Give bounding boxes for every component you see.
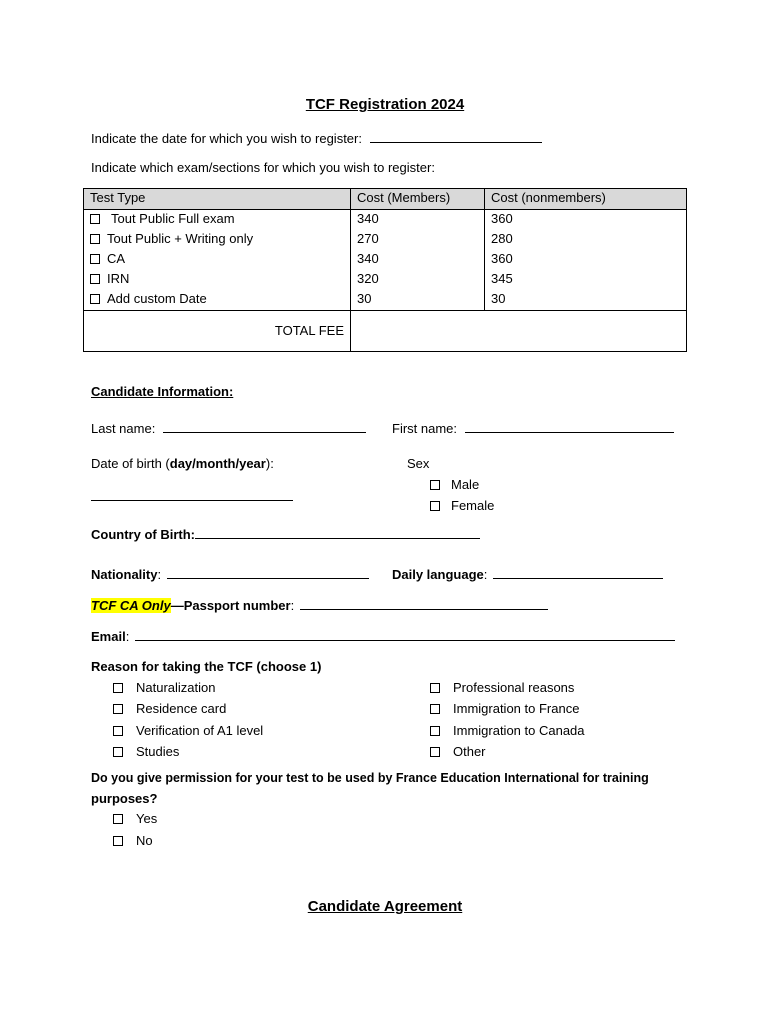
test-type-label: Tout Public Full exam	[111, 211, 235, 226]
total-fee-field[interactable]	[351, 311, 687, 352]
reason-option[interactable]	[430, 744, 486, 760]
sex-option-label: Male	[451, 477, 480, 492]
cost-nonmembers-cell: 360	[485, 210, 687, 231]
permission-option-no[interactable]	[113, 833, 153, 849]
test-type-label: IRN	[107, 271, 130, 286]
test-type-label: Tout Public + Writing only	[107, 231, 254, 246]
reason-option[interactable]	[430, 723, 585, 739]
header-cost-nonmembers: Cost (nonmembers)	[485, 189, 687, 210]
sex-option-label: Female	[451, 498, 495, 513]
candidate-agreement-heading: Candidate Agreement	[307, 898, 463, 915]
tcf-ca-only-highlight: TCF CA Only	[91, 598, 171, 613]
passport-number-field[interactable]	[300, 597, 548, 610]
checkbox[interactable]	[430, 726, 440, 736]
sex-option-male[interactable]	[430, 477, 479, 493]
test-type-label: CA	[107, 251, 126, 266]
checkbox[interactable]	[90, 274, 100, 284]
nationality-label: Nationality	[91, 567, 158, 582]
fees-table	[83, 188, 687, 352]
cost-nonmembers-cell: 360	[485, 250, 687, 270]
passport-line: TCF CA Only—Passport number:	[91, 597, 548, 614]
test-type-cell	[84, 250, 351, 270]
dob-label-suffix: ):	[265, 456, 274, 471]
checkbox[interactable]	[90, 214, 100, 224]
cost-nonmembers-cell: 280	[485, 230, 687, 250]
email-field[interactable]	[135, 628, 675, 641]
checkbox[interactable]	[113, 747, 123, 757]
reason-option-label: Verification of A1 level	[136, 723, 264, 738]
last-name-line	[91, 420, 366, 437]
first-name-field[interactable]	[465, 420, 674, 433]
reason-option[interactable]	[430, 701, 579, 717]
checkbox[interactable]	[113, 726, 123, 736]
country-of-birth-line	[91, 526, 480, 543]
first-name-label: First name:	[392, 421, 458, 436]
table-row	[84, 230, 687, 250]
reason-option-label: Other	[453, 744, 486, 759]
date-prompt-label: Indicate the date for which you wish to register:	[91, 131, 362, 146]
reason-option[interactable]	[113, 744, 179, 760]
permission-question-line2: purposes?	[91, 791, 158, 806]
reason-option[interactable]	[430, 680, 574, 696]
sex-label: Sex	[407, 456, 430, 471]
permission-option-label: Yes	[136, 811, 158, 826]
daily-language-line: Daily language:	[392, 566, 663, 583]
sex-option-female[interactable]	[430, 498, 494, 514]
table-header-row	[84, 189, 687, 210]
cost-members-cell: 320	[351, 270, 485, 290]
test-type-label: Add custom Date	[107, 291, 207, 306]
nationality-field[interactable]	[167, 566, 369, 579]
exam-prompt-label: Indicate which exam/sections for which you wish to register:	[91, 160, 435, 175]
table-row	[84, 250, 687, 270]
total-fee-label: TOTAL FEE	[84, 311, 351, 352]
email-label: Email	[91, 629, 126, 644]
reason-option-label: Studies	[136, 744, 180, 759]
email-line: Email:	[91, 628, 675, 645]
table-row	[84, 270, 687, 290]
checkbox[interactable]	[113, 704, 123, 714]
checkbox[interactable]	[430, 480, 440, 490]
daily-language-field[interactable]	[493, 566, 663, 579]
total-row	[84, 311, 687, 352]
checkbox[interactable]	[430, 683, 440, 693]
reason-option[interactable]	[113, 680, 216, 696]
country-of-birth-field[interactable]	[195, 526, 480, 539]
country-of-birth-label: Country of Birth:	[91, 527, 195, 542]
reason-option-label: Immigration to Canada	[453, 723, 585, 738]
daily-language-label: Daily language	[392, 567, 484, 582]
reason-option[interactable]	[113, 723, 263, 739]
checkbox[interactable]	[90, 234, 100, 244]
cost-members-cell: 340	[351, 210, 485, 231]
cost-members-cell: 340	[351, 250, 485, 270]
checkbox[interactable]	[113, 814, 123, 824]
permission-question-line1: Do you give permission for your test to be used by France Education International for training	[91, 771, 649, 785]
page-title: TCF Registration 2024	[305, 96, 465, 113]
cost-nonmembers-cell: 30	[485, 290, 687, 311]
reason-option-label: Residence card	[136, 701, 227, 716]
checkbox[interactable]	[430, 704, 440, 714]
dob-label	[91, 456, 274, 472]
test-type-cell	[84, 290, 351, 311]
permission-option-label: No	[136, 833, 153, 848]
dob-label-prefix: Date of birth (	[91, 456, 170, 471]
cost-members-cell: 270	[351, 230, 485, 250]
test-type-cell	[84, 270, 351, 290]
checkbox[interactable]	[113, 683, 123, 693]
last-name-field[interactable]	[163, 420, 366, 433]
table-row	[84, 290, 687, 311]
checkbox[interactable]	[90, 294, 100, 304]
last-name-label: Last name:	[91, 421, 156, 436]
reason-heading: Reason for taking the TCF (choose 1)	[91, 659, 322, 674]
reason-option[interactable]	[113, 701, 226, 717]
reason-option-label: Professional reasons	[453, 680, 575, 695]
checkbox[interactable]	[90, 254, 100, 264]
passport-number-label: —Passport number	[170, 598, 291, 613]
cost-members-cell: 30	[351, 290, 485, 311]
table-row	[84, 210, 687, 231]
dob-format: day/month/year	[169, 456, 266, 471]
dob-field[interactable]	[91, 488, 293, 501]
registration-date-field[interactable]	[370, 130, 542, 143]
test-type-cell	[84, 230, 351, 250]
checkbox[interactable]	[430, 747, 440, 757]
cost-nonmembers-cell: 345	[485, 270, 687, 290]
first-name-line	[392, 420, 674, 437]
nationality-line: Nationality:	[91, 566, 369, 583]
test-type-cell	[84, 210, 351, 231]
header-cost-members: Cost (Members)	[351, 189, 485, 210]
checkbox[interactable]	[430, 501, 440, 511]
candidate-info-heading: Candidate Information:	[91, 384, 234, 399]
checkbox[interactable]	[113, 836, 123, 846]
header-test-type: Test Type	[84, 189, 351, 210]
reason-option-label: Naturalization	[136, 680, 216, 695]
reason-option-label: Immigration to France	[453, 701, 580, 716]
permission-option-yes[interactable]	[113, 811, 157, 827]
date-prompt-line	[91, 130, 542, 147]
